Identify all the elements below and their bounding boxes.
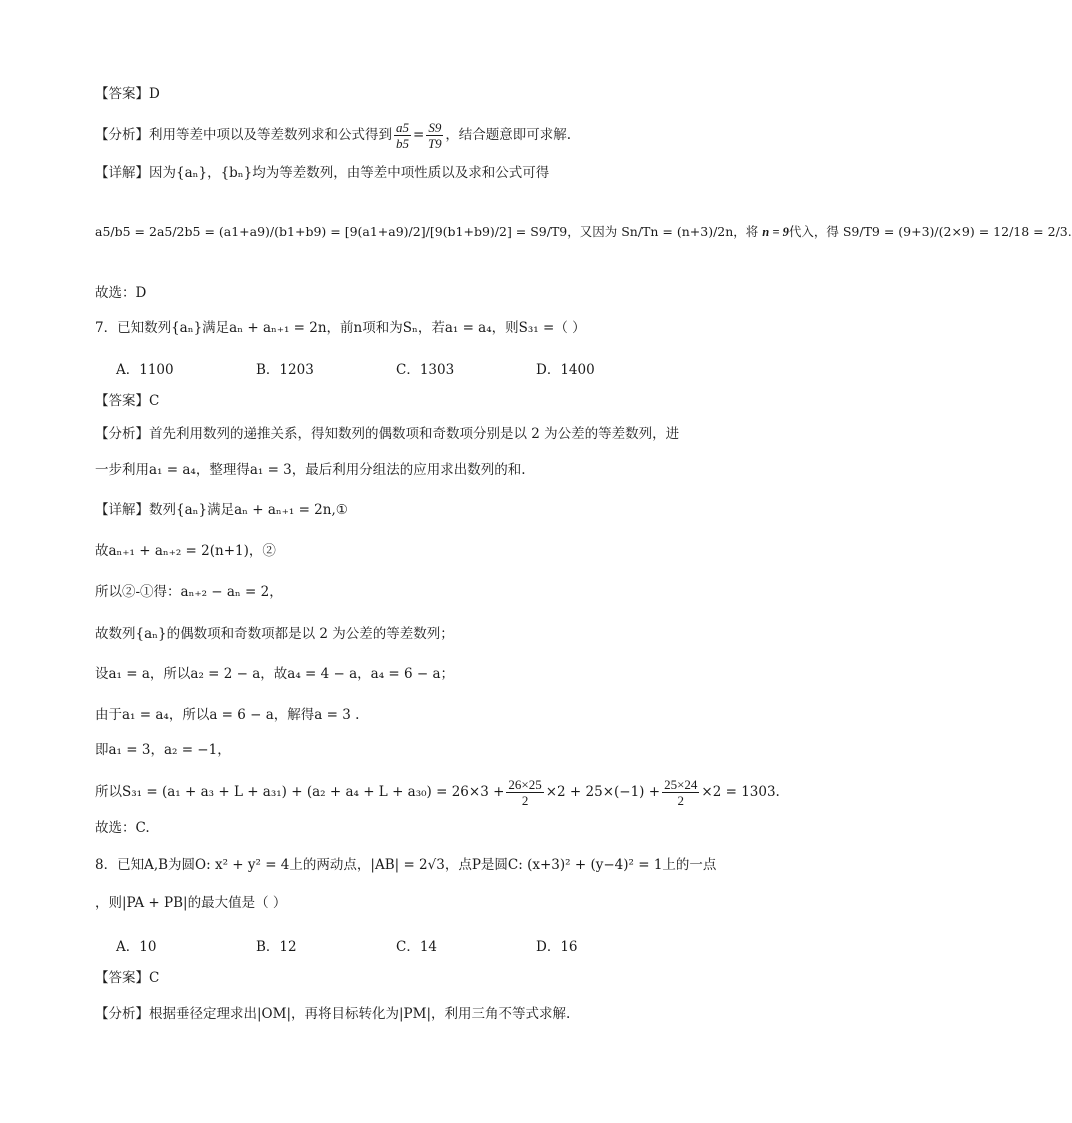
q7-detail-3: 所以②-①得：aₙ₊₂ − aₙ = 2， bbox=[95, 584, 283, 600]
detail-tag: 【详解】 bbox=[95, 165, 149, 181]
q8-analysis-tag: 【分析】 bbox=[95, 1006, 149, 1022]
q7-sum-part-1: 所以S₃₁ = (a₁ + a₃ + L + a₃₁) + (a₂ + a₄ + L + a₃₀) = 26×3 + bbox=[95, 784, 505, 800]
q7-option-b: B．1203 bbox=[256, 362, 314, 378]
analysis-tail: ，结合题意即可求解. bbox=[445, 127, 572, 143]
q7-sum-part-3: ×2 = 1303. bbox=[701, 784, 780, 800]
q8-options bbox=[116, 935, 676, 955]
answer-line bbox=[95, 84, 160, 104]
q7-analysis-1 bbox=[95, 424, 679, 444]
question-8-line-2: ，则|PA + PB|的最大值是（ ） bbox=[95, 895, 287, 911]
answer-tag: 【答案】 bbox=[95, 86, 149, 102]
q7-answer bbox=[95, 391, 159, 411]
q8-option-d: D．16 bbox=[536, 939, 578, 955]
q7-detail-6: 由于a₁ = a₄，所以a = 6 − a，解得a = 3 . bbox=[95, 707, 360, 723]
q7-answer-value: C bbox=[149, 393, 160, 409]
question-7: 7．已知数列{aₙ}满足aₙ + aₙ₊₁ = 2n，前n项和为Sₙ，若a₁ = a₄，则S₃₁ =（ ） bbox=[95, 320, 586, 336]
q7-detail-5: 设a₁ = a，所以a₂ = 2 − a，故a₄ = 4 − a，a₄ = 6 − a； bbox=[95, 666, 455, 682]
q8-answer-tag: 【答案】 bbox=[95, 970, 149, 986]
detail-line bbox=[95, 163, 549, 183]
fraction-26x25: $\frac{26\times 25}{2}$ bbox=[508, 777, 542, 808]
answer-value: D bbox=[149, 86, 160, 102]
q8-option-c: C．14 bbox=[396, 939, 438, 955]
n-equals-9: n = 9 bbox=[762, 225, 789, 239]
analysis-tag: 【分析】 bbox=[95, 127, 149, 143]
q7-options bbox=[116, 358, 676, 378]
q8-option-a: A．10 bbox=[116, 939, 157, 955]
analysis-line: 【分析】利用等差中项以及等差数列求和公式得到 $\frac{a5}{b5}$ = $\frac{S9}{T9}$ ，结合题意即可求解. bbox=[95, 120, 572, 151]
q8-analysis-text: 根据垂径定理求出|OM|，再将目标转化为|PM|，利用三角不等式求解. bbox=[149, 1006, 571, 1022]
q7-sum-part-2: ×2 + 25×(−1) + bbox=[545, 784, 661, 800]
q7-detail-8 bbox=[95, 777, 780, 808]
q8-answer-value: C bbox=[149, 970, 160, 986]
q7-analysis-2: 一步利用a₁ = a₄，整理得a₁ = 3，最后利用分组法的应用求出数列的和. bbox=[95, 462, 526, 478]
q8-analysis bbox=[95, 1004, 570, 1024]
q7-answer-tag: 【答案】 bbox=[95, 393, 149, 409]
fraction-s9-t9: $\frac{S9}{T9}$ bbox=[427, 120, 442, 151]
q7-choose-c: 故选：C. bbox=[95, 820, 150, 836]
q7-option-c: C．1303 bbox=[396, 362, 455, 378]
q7-option-a: A．1100 bbox=[116, 362, 174, 378]
q7-analysis-text-1: 首先利用数列的递推关系，得知数列的偶数项和奇数项分别是以 2 为公差的等差数列，进 bbox=[149, 426, 680, 442]
choose-d: 故选：D bbox=[95, 285, 147, 301]
equation-line bbox=[95, 222, 1072, 242]
equation-tail: 代入，得 S9/T9 = (9+3)/(2×9) = 12/18 = 2/3. bbox=[788, 224, 1072, 239]
q7-detail-1 bbox=[95, 500, 348, 520]
q7-detail-2: 故aₙ₊₁ + aₙ₊₂ = 2(n+1)，② bbox=[95, 543, 276, 559]
equation-chain: a5/b5 = 2a5/2b5 = (a1+a9)/(b1+b9) = [9(a1+a9)/2]/[9(b1+b9)/2] = S9/T9，又因为 Sn/Tn = (n+3)/2n，将 bbox=[95, 224, 759, 239]
question-8-line-1: 8．已知A,B为圆O: x² + y² = 4上的两动点，|AB| = 2√3，点P是圆C: (x+3)² + (y−4)² = 1上的一点 bbox=[95, 857, 717, 873]
q7-analysis-tag: 【分析】 bbox=[95, 426, 149, 442]
analysis-text: 利用等差中项以及等差数列求和公式得到 bbox=[149, 127, 392, 143]
detail-text: 因为{aₙ}，{bₙ}均为等差数列，由等差中项性质以及求和公式可得 bbox=[149, 165, 550, 181]
q7-detail-text-1: 数列{aₙ}满足aₙ + aₙ₊₁ = 2n,① bbox=[149, 502, 348, 518]
q7-option-d: D．1400 bbox=[536, 362, 595, 378]
fraction-25x24: $\frac{25\times 24}{2}$ bbox=[664, 777, 698, 808]
fraction-a5-b5: $\frac{a5}{b5}$ bbox=[396, 120, 409, 151]
q8-option-b: B．12 bbox=[256, 939, 297, 955]
q8-answer bbox=[95, 968, 159, 988]
q7-detail-7: 即a₁ = 3，a₂ = −1， bbox=[95, 742, 231, 758]
q7-detail-4: 故数列{aₙ}的偶数项和奇数项都是以 2 为公差的等差数列； bbox=[95, 626, 454, 642]
q7-detail-tag: 【详解】 bbox=[95, 502, 149, 518]
